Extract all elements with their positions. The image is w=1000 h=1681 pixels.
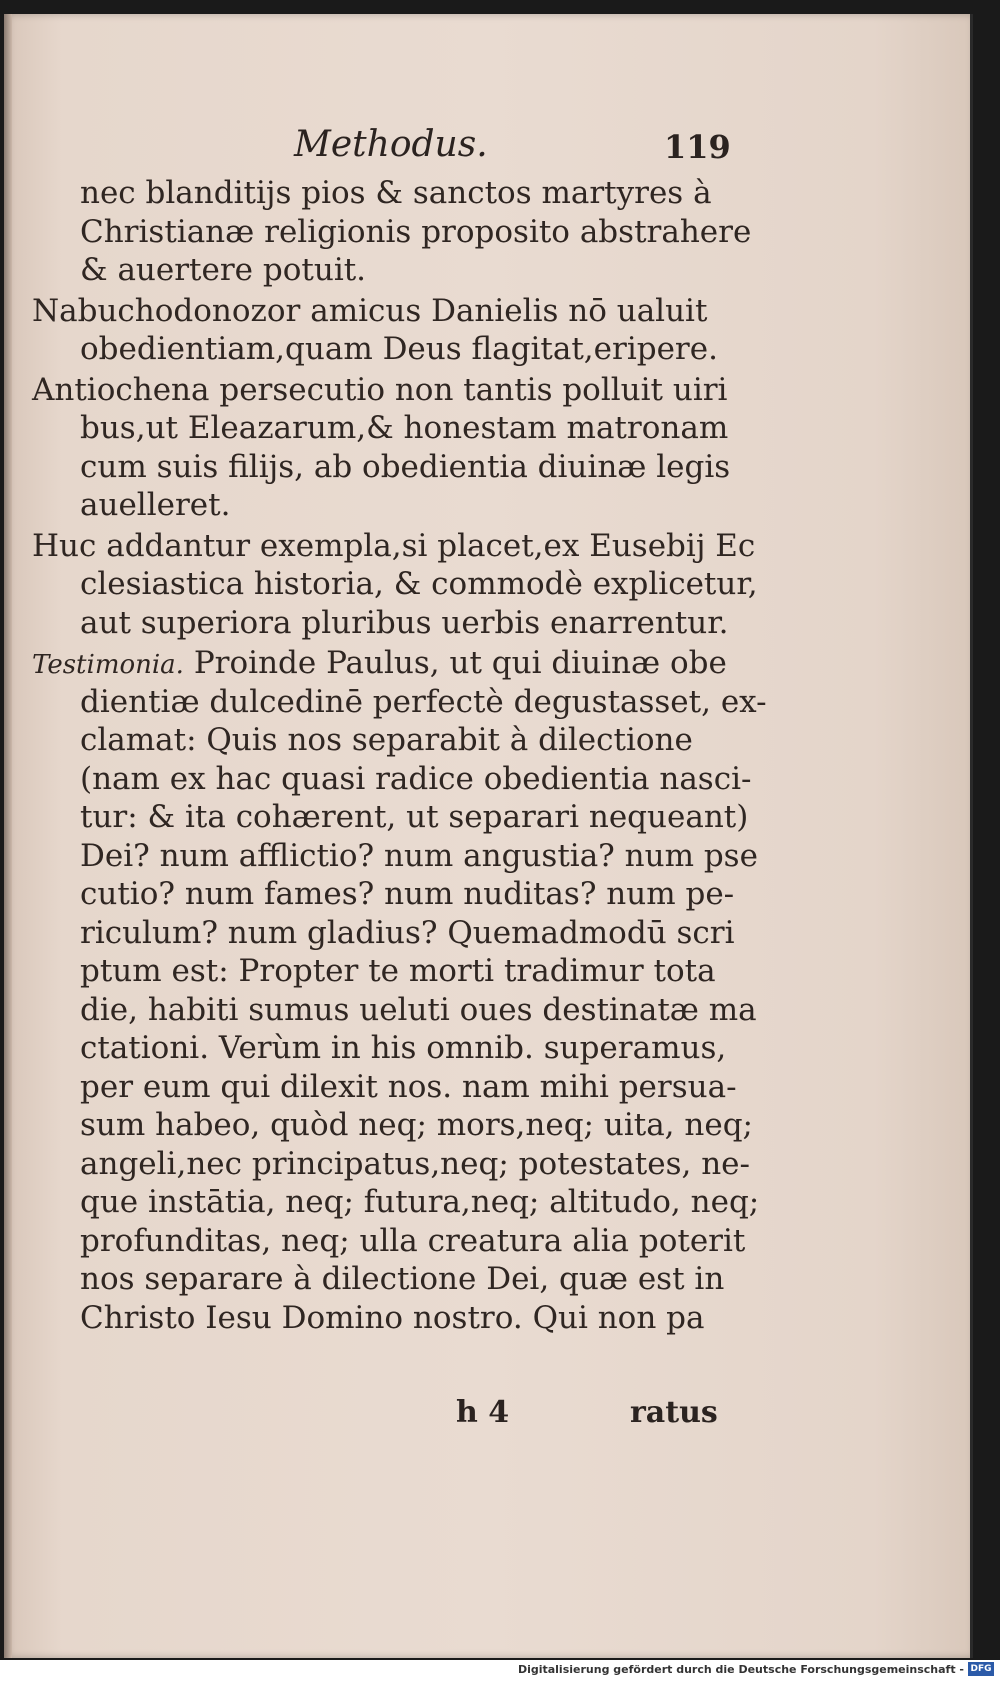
line-text: (nam ex hac quasi radice obedientia nasci- <box>80 760 752 797</box>
line-text: nec blanditijs pios & sanctos martyres à <box>80 175 712 211</box>
line-text: nos separare à dilectione Dei, quæ est in <box>80 1261 725 1297</box>
line-text: obedientiam,quam Deus flagitat,eripere. <box>80 331 718 367</box>
text-line <box>32 1183 760 1222</box>
text-line <box>32 644 727 683</box>
text-line <box>32 1029 727 1068</box>
catchword: ratus <box>630 1395 718 1430</box>
text-line <box>32 1068 737 1107</box>
line-text: dientiæ dulcedinē perfectè degustasset, ex- <box>80 683 767 720</box>
text-line <box>32 1299 722 1338</box>
text-line <box>32 1260 725 1299</box>
line-text: angeli,nec principatus,neq; potestates, ne- <box>80 1145 750 1182</box>
text-line <box>32 527 756 566</box>
line-text: Huc addantur exempla,si placet,ex Eusebij Ec <box>32 527 756 564</box>
text-line <box>32 174 722 213</box>
text-line <box>32 875 735 914</box>
dfg-logo-icon: DFG <box>968 1662 994 1676</box>
line-text: Proinde Paulus, ut qui diuinæ obe <box>193 645 727 681</box>
text-line <box>32 1145 750 1184</box>
line-text: Christo Iesu Domino nostro. Qui non pa <box>80 1299 705 1336</box>
line-text: auelleret. <box>80 487 231 523</box>
paragraph <box>32 292 722 369</box>
credit-bar <box>0 1660 1000 1681</box>
text-line <box>32 604 729 643</box>
line-text: que instātia, neq; futura,neq; altitudo, neq; <box>80 1184 760 1220</box>
line-text: aut superiora pluribus uerbis enarrentur. <box>80 604 729 641</box>
page-footer <box>4 1395 970 1439</box>
line-text: clamat: Quis nos separabit à dilectione <box>80 722 693 758</box>
text-line <box>32 371 728 410</box>
line-text: ctationi. Verùm in his omnib. superamus, <box>80 1030 727 1066</box>
line-text: & auertere potuit. <box>80 252 367 288</box>
line-text: Nabuchodonozor amicus Danielis nō ualuit <box>32 292 708 329</box>
line-text: Dei? num afflictio? num angustia? num pse <box>80 837 758 874</box>
text-line <box>32 798 749 837</box>
line-text: cum suis filijs, ab obedientia diuinæ legis <box>80 448 731 485</box>
page-number: 119 <box>664 128 731 166</box>
text-line <box>32 251 722 290</box>
text-line <box>32 683 767 722</box>
text-block <box>32 174 767 1339</box>
line-text: Antiochena persecutio non tantis polluit uiri <box>32 371 728 408</box>
text-line <box>32 292 722 331</box>
text-line <box>32 1106 753 1145</box>
text-line <box>32 991 757 1030</box>
text-line <box>32 213 752 252</box>
text-line <box>32 448 731 487</box>
book-page <box>4 14 973 1658</box>
line-text: tur: & ita cohærent, ut separari nequeant) <box>80 799 749 835</box>
text-line <box>32 837 758 876</box>
line-text: clesiastica historia, & commodè explicetur, <box>80 566 758 602</box>
signature-mark: h 4 <box>456 1395 510 1430</box>
text-line <box>32 330 722 369</box>
paragraph <box>32 174 752 290</box>
margin-note: Testimonia. <box>32 650 184 680</box>
credit-text: Digitalisierung gefördert durch die Deutsche Forschungsgemeinschaft - <box>517 1663 964 1676</box>
paragraph <box>32 644 767 1337</box>
line-text: per eum qui dilexit nos. nam mihi persua- <box>80 1068 737 1105</box>
line-text: cutio? num fames? num nuditas? num pe- <box>80 876 735 912</box>
text-line <box>32 409 729 448</box>
paragraph <box>32 371 731 525</box>
paragraph <box>32 527 758 643</box>
line-text: ptum est: Propter te morti tradimur tota <box>80 953 716 989</box>
line-text: riculum? num gladius? Quemadmodū scri <box>80 914 735 951</box>
text-line <box>32 486 722 525</box>
line-text: profunditas, neq; ulla creatura alia poterit <box>80 1222 746 1259</box>
text-line <box>32 1222 746 1261</box>
text-line <box>32 760 752 799</box>
line-text: Christianæ religionis proposito abstrahere <box>80 213 752 250</box>
line-text: die, habiti sumus ueluti oues destinatæ ma <box>80 991 757 1028</box>
line-text: bus,ut Eleazarum,& honestam matronam <box>80 410 729 446</box>
text-line <box>32 914 735 953</box>
text-line <box>32 721 722 760</box>
line-text: sum habeo, quòd neq; mors,neq; uita, neq; <box>80 1107 753 1143</box>
header-title: Methodus. <box>294 124 488 165</box>
text-line <box>32 952 722 991</box>
text-line <box>32 565 758 604</box>
